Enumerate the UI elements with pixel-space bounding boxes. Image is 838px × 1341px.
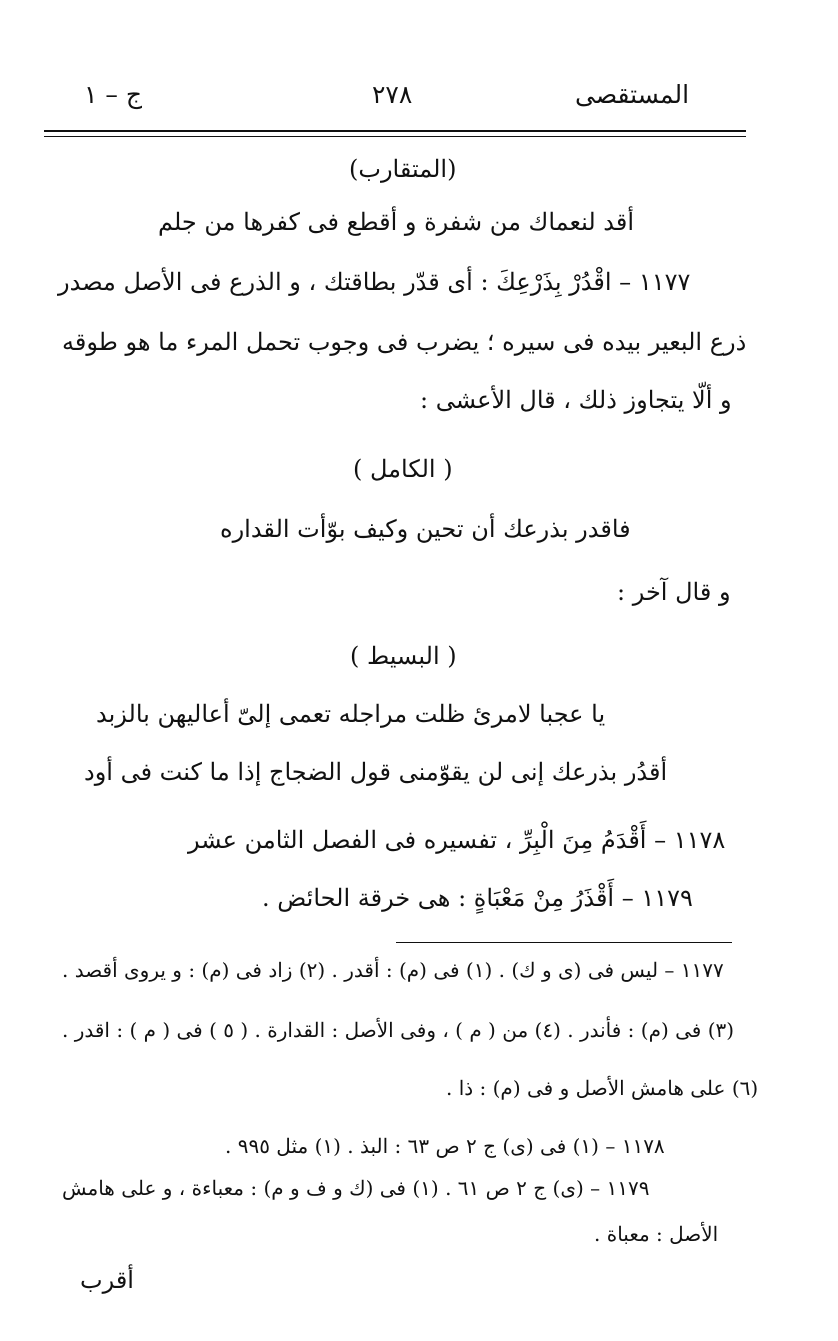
meter-label: ( الكامل ): [353, 455, 453, 483]
entry-1179: ١١٧٩ – أَقْذَرُ مِنْ مَعْبَاةٍ : هى خرقة الحائض .: [262, 884, 693, 912]
verse-line: يا عجبا لامرئ ظلت مراجله تعمى إلىّ أعاليهن بالزبد: [96, 700, 606, 728]
page-number: ٢٧٨: [372, 80, 413, 109]
entry-1177-line-1: ١١٧٧ – اقْدُرْ بِذَرْعِكَ : أى قدّر بطاقتك ، و الذرع فى الأصل مصدر: [58, 268, 691, 296]
footnote-1179-line-1: ١١٧٩ – (ى) ج ٢ ص ٦١ . (١) فى (ك و ف و م) : معباءة ، و على هامش: [62, 1176, 650, 1200]
entry-1178: ١١٧٨ – أَقْدَمُ مِنَ الْبِرِّ ، تفسيره فى الفصل الثامن عشر: [188, 826, 726, 854]
verse-line: أقد لنعماك من شفرة و أقطع فى كفرها من جلم: [158, 208, 635, 236]
footnote-1177-line-3: (٦) على هامش الأصل و فى (م) : ذا .: [446, 1076, 759, 1100]
entry-1177-line-3: و ألّا يتجاوز ذلك ، قال الأعشى :: [420, 386, 732, 414]
footnote-rule: [396, 942, 732, 943]
header-rule: [44, 130, 746, 132]
meter-label: (المتقارب): [349, 155, 457, 183]
footnote-1178: ١١٧٨ – (١) فى (ى) ج ٢ ص ٦٣ : البذ . (١) مثل ٩٩٥ .: [225, 1134, 665, 1158]
footnote-1177-line-2: (٣) فى (م) : فأندر . (٤) من ( م ) ، وفى الأصل : القدارة . ( ٥ ) فى ( م ) : اقدر .: [62, 1018, 735, 1042]
entry-1177-line-2: ذرع البعير بيده فى سيره ؛ يضرب فى وجوب تحمل المرء ما هو طوقه: [62, 328, 747, 356]
header-rule-thin: [44, 136, 746, 137]
verse-line: أقدُر بذرعك إنى لن يقوّمنى قول الضجاج إذا ما كنت فى أود: [84, 758, 668, 786]
catchword: أقرب: [80, 1266, 134, 1294]
verse-line: فاقدر بذرعك أن تحين وكيف بوّأت القداره: [220, 515, 631, 543]
said-other: و قال آخر :: [617, 578, 731, 606]
meter-label: ( البسيط ): [350, 642, 457, 670]
footnote-1179-line-2: الأصل : معباة .: [594, 1222, 719, 1246]
book-title: المستقصى: [575, 80, 690, 109]
footnote-1177-line-1: ١١٧٧ – ليس فى (ى و ك) . (١) فى (م) : أقدر . (٢) زاد فى (م) : و يروى أقصد .: [62, 958, 724, 982]
volume-number: ج – ١: [84, 80, 142, 109]
